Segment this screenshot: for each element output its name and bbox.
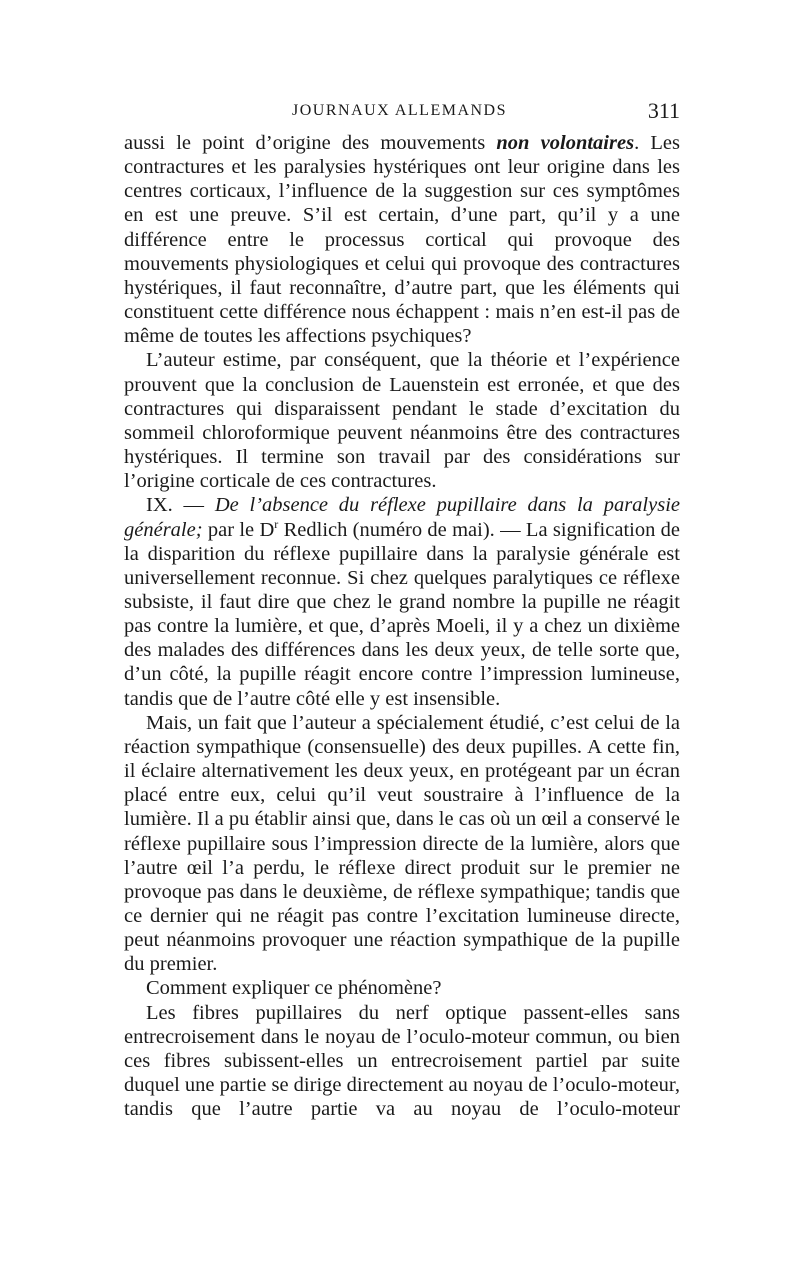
paragraph-1-emphasis: non volontaires [496,132,635,154]
paragraph-3 [124,493,680,710]
body-text [124,131,680,1121]
author-prefix: par le D [202,518,275,541]
article-title: De l’absence du réflexe pupillaire dans la paralysie générale; [124,494,681,541]
paragraph-1 [124,131,680,348]
paragraph-6: Les fibres pupillaires du nerf optique passent-elles sans entrecroisement dans le noyau de l’oculo-moteur commun, ou bien ces fibres subissent-elles un entrecroisement partiel par suite duquel une partie se dirige directement au noyau de l’oculo-moteur, tandis que l’autre partie va au noyau de l’oculo-moteur [124,1001,680,1121]
paragraph-1-end: . Les contractures et les paralysies hystériques ont leur origine dans les centres corticaux, l’influence de la suggestion sur ces symptômes en est une preuve. S’il est certain, d’une part, qu’il y a une différence entre le processus cortical qui provoque des mouvements physiologiques et celui qui provoque des contractures hystériques, il faut reconnaître, d’autre part, que les éléments qui constituent cette différence nous échappent : mais n’en est-il pas de même de toutes les affections psychiques? [124,132,680,348]
section-number: IX. [146,494,173,517]
paragraph-5: Comment expliquer ce phénomène? [146,977,442,1000]
paragraph-3-rest: Redlich (numéro de mai). — La signification de la disparition du réflexe pupillaire dans la paralysie générale est universellement reconnue. Si chez quelques paralytiques ce réflexe subsiste, il faut dire que chez le grand nombre la pupille ne réagit pas contre la lumière, et que, d’après Moeli, il y a chez un dixième des malades des différences dans les deux yeux, de telle sorte que, d’un côté, la pupille réagit encore contre l’impression lumineuse, tandis que de l’autre côté elle y est insensible. [124,518,681,710]
running-head: JOURNAUX ALLEMANDS [292,102,508,119]
paragraph-4: Mais, un fait que l’auteur a spécialement étudié, c’est celui de la réaction sympathique (consensuelle) des deux pupilles. A cette fin, il éclaire alternativement les deux yeux, en protégeant par un écran placé entre eux, celui qu’il veut soustraire à l’influence de la lumière. Il a pu établir ainsi que, dans le cas où un œil a conservé le réflexe pupillaire sous l’impression directe de la lumière, alors que l’autre œil l’a perdu, le réflexe direct produit sur le premier ne provoque pas dans le deuxième, de réflexe sympathique; tandis que ce dernier qui ne réagit pas contre l’excitation lumineuse directe, peut néanmoins provoquer une réaction sympathique de la pupille du premier. [124,711,680,976]
page-header [124,98,680,128]
doctor-superscript: r [274,516,279,531]
paragraph-2: L’auteur estime, par conséquent, que la théorie et l’expérience prouvent que la conclusion de Lauenstein est erronée, et que des contractures qui disparaissent pendant le stade d’excitation du sommeil chloroformique peuvent néanmoins être des contractures hystériques. Il termine son travail par des considérations sur l’origine corticale de ces contractures. [124,349,680,493]
paragraph-1-start: aussi le point d’origine des mouvements [124,132,497,154]
section-dash: — [172,494,215,517]
page-number: 311 [647,98,680,123]
